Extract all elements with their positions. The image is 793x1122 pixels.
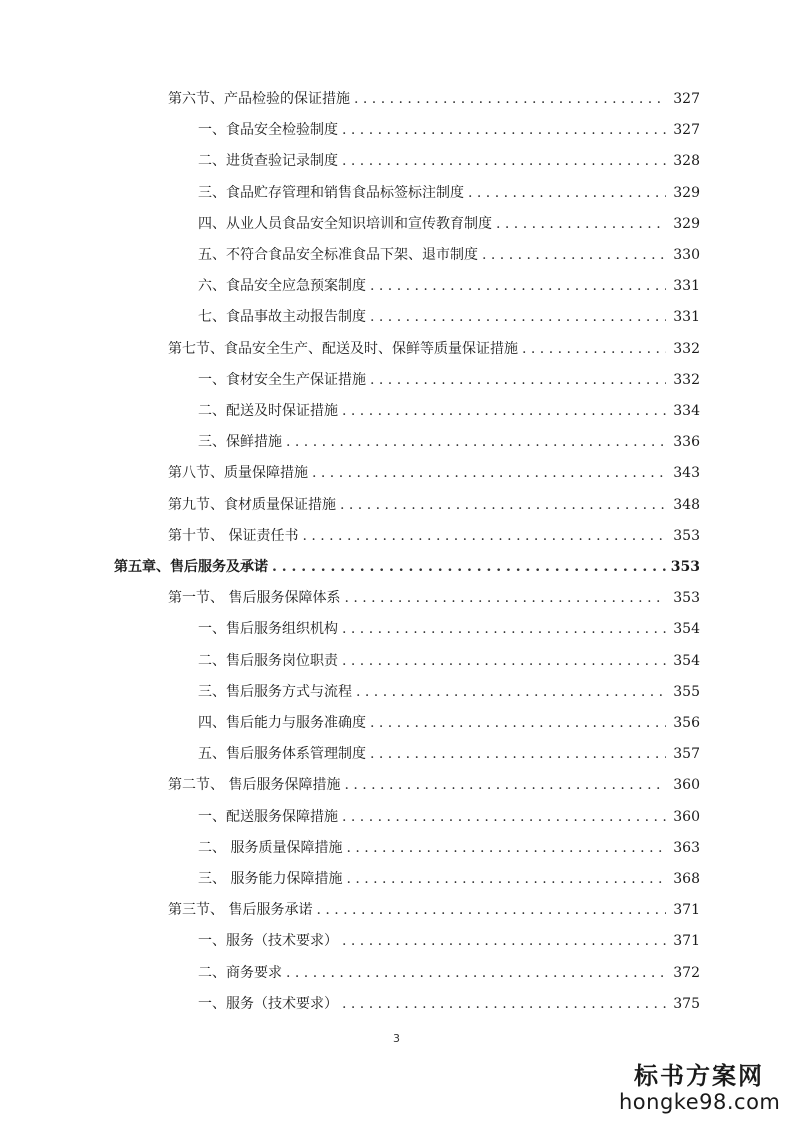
toc-entry-page: 360: [673, 777, 700, 794]
toc-dot-leader: [340, 494, 666, 516]
toc-entry-title: 第二节、 售后服务保障措施: [168, 777, 341, 794]
toc-entry-page: 343: [673, 465, 700, 482]
toc-entry-page: 353: [670, 559, 700, 575]
toc-entry-title: 二、商务要求: [198, 964, 282, 981]
toc-dot-leader: [316, 899, 666, 921]
toc-entry[interactable]: [168, 462, 700, 484]
toc-entry-title: 第五章、售后服务及承诺: [114, 559, 268, 575]
toc-dot-leader: [272, 556, 666, 578]
toc-entry-title: 第三节、 售后服务承诺: [168, 902, 313, 919]
toc-entry-page: 372: [673, 964, 700, 981]
toc-entry[interactable]: [168, 494, 700, 516]
toc-dot-leader: [342, 150, 666, 172]
page-number: 3: [393, 1032, 400, 1045]
toc-dot-leader: [354, 88, 666, 110]
toc-entry-page: 331: [673, 309, 700, 326]
toc-dot-leader: [344, 587, 666, 609]
toc-entry-page: 360: [673, 808, 700, 825]
toc-entry-title: 三、售后服务方式与流程: [198, 683, 352, 700]
toc-entry-page: 363: [673, 839, 700, 856]
toc-entry-page: 371: [673, 902, 700, 919]
toc-entry-title: 第十节、 保证责任书: [168, 527, 299, 544]
toc-entry[interactable]: [198, 618, 700, 640]
toc-dot-leader: [342, 650, 666, 672]
toc-entry-page: 354: [673, 621, 700, 638]
toc-entry-page: 375: [673, 995, 700, 1012]
toc-entry[interactable]: [198, 806, 700, 828]
toc-entry-title: 七、食品事故主动报告制度: [198, 309, 366, 326]
toc-entry-title: 二、 服务质量保障措施: [198, 839, 343, 856]
toc-entry-title: 二、售后服务岗位职责: [198, 652, 338, 669]
toc-entry-title: 三、 服务能力保障措施: [198, 871, 343, 887]
toc-entry[interactable]: [198, 400, 700, 422]
toc-dot-leader: [370, 306, 666, 328]
toc-entry[interactable]: [198, 213, 700, 235]
watermark-url: hongke98.com: [619, 1090, 781, 1114]
toc-dot-leader: [346, 868, 666, 890]
toc-dot-leader: [370, 712, 666, 734]
toc-dot-leader: [312, 462, 666, 484]
toc-entry[interactable]: [198, 275, 700, 297]
toc-entry-title: 一、售后服务组织机构: [198, 621, 338, 638]
toc-dot-leader: [346, 837, 666, 859]
toc-entry-page: 330: [673, 247, 700, 263]
toc-entry-title: 一、食品安全检验制度: [198, 122, 338, 139]
toc-entry[interactable]: [168, 88, 700, 110]
toc-dot-leader: [468, 182, 666, 204]
toc-dot-leader: [356, 681, 666, 703]
toc-entry[interactable]: [198, 712, 700, 734]
toc-entry[interactable]: [198, 244, 700, 266]
toc-dot-leader: [370, 743, 666, 765]
site-watermark: [619, 1062, 779, 1114]
toc-entry[interactable]: [198, 306, 700, 328]
toc-entry-title: 四、从业人员食品安全知识培训和宣传教育制度: [198, 215, 492, 232]
toc-entry-title: 一、服务（技术要求）: [198, 995, 338, 1012]
toc-entry-page: 353: [673, 527, 700, 544]
toc-entry-page: 329: [673, 184, 700, 201]
toc-entry-title: 四、售后能力与服务准确度: [198, 715, 366, 731]
toc-entry-title: 六、食品安全应急预案制度: [198, 278, 366, 295]
toc-entry-title: 三、保鲜措施: [198, 434, 282, 451]
toc-entry[interactable]: [198, 993, 700, 1015]
toc-entry[interactable]: [198, 837, 700, 859]
toc-entry-title: 二、配送及时保证措施: [198, 403, 338, 419]
toc-entry-page: 355: [673, 683, 700, 700]
toc-entry-page: 327: [673, 122, 700, 139]
toc-entry-page: 329: [673, 215, 700, 232]
toc-entry-title: 一、食材安全生产保证措施: [198, 371, 366, 388]
toc-entry-title: 第七节、食品安全生产、配送及时、保鲜等质量保证措施: [168, 340, 518, 357]
toc-entry[interactable]: [198, 369, 700, 391]
toc-entry[interactable]: [198, 681, 700, 703]
toc-entry[interactable]: [198, 182, 700, 204]
toc-dot-leader: [286, 962, 666, 984]
toc-dot-leader: [342, 993, 666, 1015]
toc-entry-page: 327: [673, 91, 700, 107]
toc-dot-leader: [522, 338, 666, 360]
toc-entry-title: 二、进货查验记录制度: [198, 153, 338, 170]
toc-entry-page: 368: [673, 871, 700, 887]
toc-entry[interactable]: [198, 868, 700, 890]
toc-dot-leader: [496, 213, 666, 235]
toc-entry-page: 334: [673, 403, 700, 419]
toc-dot-leader: [370, 275, 666, 297]
toc-entry[interactable]: [198, 930, 700, 952]
toc-entry-page: 356: [673, 715, 700, 731]
toc-entry-title: 第六节、产品检验的保证措施: [168, 91, 350, 107]
toc-dot-leader: [344, 774, 666, 796]
toc-entry-page: 328: [673, 153, 700, 170]
toc-entry[interactable]: [168, 338, 700, 360]
toc-entry-page: 332: [673, 340, 700, 357]
toc-dot-leader: [370, 369, 666, 391]
toc-entry-title: 第八节、质量保障措施: [168, 465, 308, 482]
toc-entry-page: 331: [673, 278, 700, 295]
toc-entry[interactable]: [198, 962, 700, 984]
toc-entry[interactable]: [168, 899, 700, 921]
toc-dot-leader: [342, 806, 666, 828]
toc-dot-leader: [302, 525, 666, 547]
toc-dot-leader: [342, 119, 666, 141]
toc-entry-title: 三、食品贮存管理和销售食品标签标注制度: [198, 184, 464, 201]
toc-entry-title: 第一节、 售后服务保障体系: [168, 590, 341, 607]
toc-entry-title: 一、配送服务保障措施: [198, 808, 338, 825]
toc-entry-page: 354: [673, 652, 700, 669]
toc-entry[interactable]: [168, 525, 700, 547]
toc-entry-page: 348: [673, 496, 700, 513]
toc-dot-leader: [342, 618, 666, 640]
toc-entry-page: 353: [673, 590, 700, 607]
toc-entry-page: 371: [673, 933, 700, 950]
toc-entry[interactable]: [198, 119, 700, 141]
toc-entry-title: 五、不符合食品安全标准食品下架、退市制度: [198, 247, 478, 263]
toc-entry-title: 一、服务（技术要求）: [198, 933, 338, 950]
toc-entry[interactable]: [168, 774, 700, 796]
toc-dot-leader: [482, 244, 666, 266]
toc-entry-title: 第九节、食材质量保证措施: [168, 496, 336, 513]
toc-dot-leader: [342, 400, 666, 422]
watermark-title: 标书方案网: [634, 1061, 764, 1090]
toc-dot-leader: [286, 431, 666, 453]
toc-entry-page: 332: [673, 371, 700, 388]
toc-dot-leader: [342, 930, 666, 952]
toc-entry[interactable]: [198, 650, 700, 672]
toc-entry[interactable]: [198, 743, 700, 765]
toc-entry-title: 五、售后服务体系管理制度: [198, 746, 366, 763]
toc-entry-page: 357: [673, 746, 700, 763]
toc-entry[interactable]: [198, 431, 700, 453]
toc-entry[interactable]: [114, 556, 700, 578]
toc-entry-page: 336: [673, 434, 700, 451]
toc-entry[interactable]: [168, 587, 700, 609]
toc-entry[interactable]: [198, 150, 700, 172]
